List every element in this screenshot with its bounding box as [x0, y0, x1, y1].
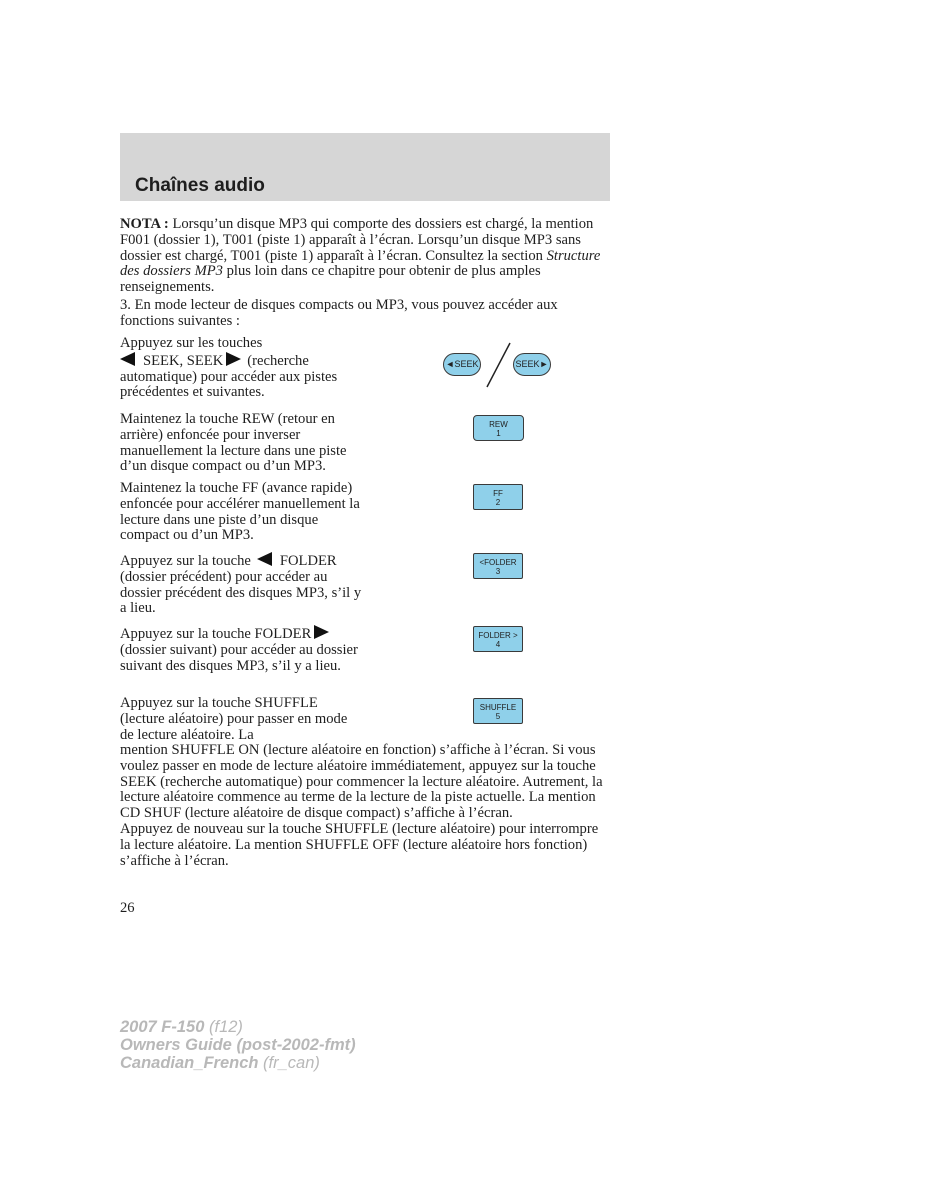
rew-text: Maintenez la touche REW (retour en arrière) enfoncée pour inverser manuellement la lecture dans une piste d’un disque compact ou d’un MP3. [120, 411, 347, 475]
intro-paragraph [120, 298, 610, 330]
ff-paragraph [120, 481, 370, 544]
seek-text-post: (recherche automatique) pour accéder aux pistes précédentes et suivantes. [120, 352, 338, 401]
ff-button-illustration [473, 484, 523, 510]
nota-text-1: Lorsqu’un disque MP3 qui comporte des dossiers est chargé, la mention F001 (dossier 1), T001 (piste 1) apparaît à l’écran. Lorsqu’un disque MP3 sans dossier est chargé, T001 (piste 1) apparaît à l’écran. Consultez la section [120, 216, 594, 264]
shuffle-cont-2: Appuyez de nouveau sur la touche SHUFFLE (lecture aléatoire) pour interrompre la lecture aléatoire. La mention SHUFFLE OFF (lecture aléatoire hors fonction) s’affiche à l’écran. [120, 820, 599, 869]
folder-prev-button-label: <FOLDER [479, 558, 517, 567]
seek-forward-button-illustration: SEEK► [513, 353, 551, 376]
folder-next-text-pre: Appuyez sur la touche FOLDER [120, 626, 312, 642]
folder-prev-button-number: 3 [495, 567, 501, 576]
right-arrow-icon [314, 625, 329, 639]
left-arrow-icon [120, 352, 135, 366]
document-footer [120, 1018, 356, 1072]
footer-model: 2007 F-150 [120, 1018, 205, 1036]
shuffle-cont-1: mention SHUFFLE ON (lecture aléatoire en fonction) s’affiche à l’écran. Si vous voulez passer en mode de lecture aléatoire immédiatement, appuyez sur la touche SEEK (recherche automatique) pour commencer la lecture aléatoire. Autrement, la lecture aléatoire commence au terme de la lecture de la piste actuelle. La mention CD SHUF (lecture aléatoire de disque compact) s’affiche à l’écran. [120, 742, 603, 822]
divider-slash [484, 341, 512, 389]
shuffle-button-label: SHUFFLE [479, 703, 517, 712]
folder-next-button-label: FOLDER > [478, 631, 518, 640]
shuffle-button-illustration [473, 698, 523, 724]
ff-button-label: FF [493, 489, 503, 498]
folder-prev-button-illustration [473, 553, 523, 579]
rew-paragraph [120, 412, 370, 475]
intro-text: 3. En mode lecteur de disques compacts ou MP3, vous pouvez accéder aux fonctions suivantes : [120, 297, 558, 329]
folder-next-paragraph [120, 625, 370, 674]
folder-next-button-number: 4 [495, 640, 501, 649]
right-arrow-icon [226, 352, 241, 366]
page-number: 26 [120, 900, 135, 916]
shuffle-button-number: 5 [495, 712, 501, 721]
seek-text-mid: SEEK, SEEK [143, 352, 224, 369]
footer-guide-title: Owners Guide (post-2002-fmt) [120, 1036, 356, 1054]
shuffle-continuation [120, 743, 612, 869]
left-arrow-icon [257, 552, 272, 566]
folder-prev-text-post: FOLDER (dossier précédent) pour accéder au dossier précédent des disques MP3, s’il y a lieu. [120, 553, 362, 617]
footer-language: Canadian_French [120, 1054, 259, 1072]
nota-paragraph [120, 217, 610, 296]
shuffle-text: Appuyez sur la touche SHUFFLE (lecture aléatoire) pour passer en mode de lecture aléatoire. La [120, 695, 348, 743]
ff-button-number: 2 [495, 498, 501, 507]
seek-text-pre: Appuyez sur les touches [120, 335, 263, 351]
rew-button-number: 1 [496, 429, 501, 438]
seek-back-button-illustration: ◄SEEK [443, 353, 481, 376]
ff-text: Maintenez la touche FF (avance rapide) enfoncée pour accélérer manuellement la lecture dans une piste d’un disque compact ou d’un MP3. [120, 480, 360, 544]
folder-prev-paragraph [120, 552, 370, 617]
footer-language-code: (fr_can) [258, 1054, 320, 1072]
folder-next-button-illustration [473, 626, 523, 652]
nota-label: NOTA : [120, 216, 169, 232]
folder-prev-text-pre: Appuyez sur la touche [120, 553, 251, 569]
nota-italic-ref: Structure des dossiers MP3 [120, 247, 601, 280]
rew-button-label: REW [489, 420, 508, 429]
folder-next-text-post: (dossier suivant) pour accéder au dossier suivant des disques MP3, s’il y a lieu. [120, 641, 358, 674]
section-header [120, 133, 610, 201]
section-title: Chaînes audio [135, 175, 265, 196]
nota-text-2: plus loin dans ce chapitre pour obtenir de plus amples renseignements. [120, 263, 541, 296]
shuffle-paragraph [120, 696, 360, 743]
rew-button-illustration [473, 415, 524, 441]
seek-paragraph [120, 336, 360, 401]
footer-model-code: (f12) [204, 1018, 243, 1036]
